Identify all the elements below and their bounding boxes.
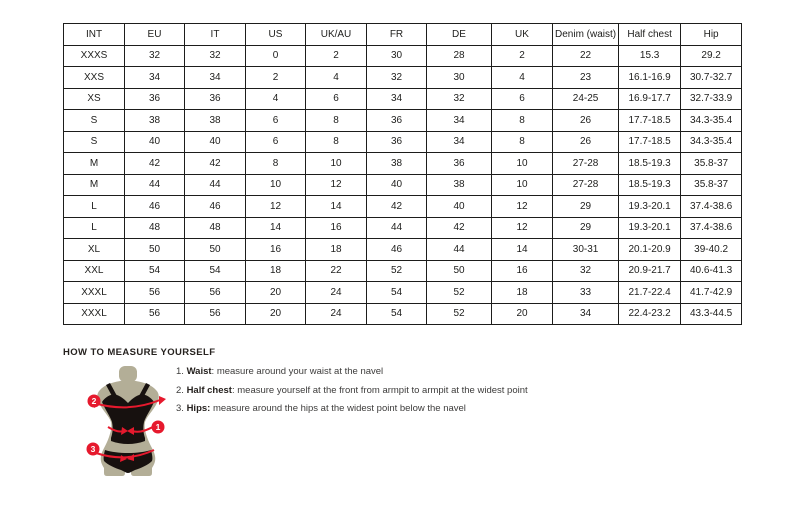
size-value-cell: 6 [306, 88, 367, 110]
size-value-cell: 2 [306, 45, 367, 67]
svg-text:2: 2 [91, 396, 97, 406]
size-value-cell: 20 [492, 303, 553, 325]
instruction-item [176, 366, 528, 378]
size-value-cell: 17.7-18.5 [619, 131, 681, 153]
table-row [64, 260, 742, 282]
table-row [64, 282, 742, 304]
size-value-cell: 38 [367, 153, 427, 175]
size-value-cell: 36 [367, 131, 427, 153]
size-value-cell: 56 [185, 282, 246, 304]
size-label-cell: XXXS [64, 45, 125, 67]
size-value-cell: 6 [246, 131, 306, 153]
size-value-cell: 10 [306, 153, 367, 175]
instruction-label: Half chest [186, 384, 232, 396]
size-value-cell: 14 [246, 217, 306, 239]
instruction-label: Waist [186, 366, 212, 377]
size-value-cell: 27-28 [553, 153, 619, 175]
instruction-item [176, 403, 528, 415]
size-value-cell: 16 [246, 239, 306, 261]
svg-text:3: 3 [90, 444, 96, 454]
size-value-cell: 18.5-19.3 [619, 174, 681, 196]
size-value-cell: 24-25 [553, 88, 619, 110]
size-value-cell: 20.1-20.9 [619, 239, 681, 261]
size-value-cell: 14 [492, 239, 553, 261]
size-value-cell: 38 [185, 110, 246, 132]
table-row [64, 239, 742, 261]
size-value-cell: 17.7-18.5 [619, 110, 681, 132]
size-value-cell: 32 [367, 67, 427, 89]
size-value-cell: 36 [427, 153, 492, 175]
table-row [64, 67, 742, 89]
size-value-cell: 8 [492, 110, 553, 132]
size-value-cell: 40 [427, 196, 492, 218]
size-value-cell: 15.3 [619, 45, 681, 67]
size-value-cell: 14 [306, 196, 367, 218]
size-value-cell: 41.7-42.9 [681, 282, 742, 304]
how-to-measure-title: HOW TO MEASURE YOURSELF [63, 347, 216, 358]
size-value-cell: 36 [367, 110, 427, 132]
size-value-cell: 8 [492, 131, 553, 153]
size-label-cell: S [64, 131, 125, 153]
size-value-cell: 50 [185, 239, 246, 261]
size-value-cell: 35.8-37 [681, 153, 742, 175]
size-label-cell: XL [64, 239, 125, 261]
instruction-number: 2. [176, 384, 187, 396]
column-header: DE [427, 24, 492, 46]
table-row [64, 45, 742, 67]
size-value-cell: 44 [427, 239, 492, 261]
column-header: Denim (waist) [553, 24, 619, 46]
size-value-cell: 43.3-44.5 [681, 303, 742, 325]
table-row [64, 88, 742, 110]
size-value-cell: 16.1-16.9 [619, 67, 681, 89]
size-value-cell: 16.9-17.7 [619, 88, 681, 110]
size-value-cell: 21.7-22.4 [619, 282, 681, 304]
column-header: EU [125, 24, 185, 46]
size-value-cell: 22.4-23.2 [619, 303, 681, 325]
size-value-cell: 18.5-19.3 [619, 153, 681, 175]
size-value-cell: 52 [367, 260, 427, 282]
size-value-cell: 18 [306, 239, 367, 261]
column-header: UK [492, 24, 553, 46]
size-value-cell: 50 [125, 239, 185, 261]
size-value-cell: 32 [553, 260, 619, 282]
table-row [64, 217, 742, 239]
size-value-cell: 10 [492, 174, 553, 196]
size-value-cell: 33 [553, 282, 619, 304]
size-value-cell: 18 [492, 282, 553, 304]
size-value-cell: 34.3-35.4 [681, 131, 742, 153]
size-value-cell: 12 [246, 196, 306, 218]
size-value-cell: 46 [185, 196, 246, 218]
size-value-cell: 19.3-20.1 [619, 217, 681, 239]
size-value-cell: 30 [427, 67, 492, 89]
size-value-cell: 4 [246, 88, 306, 110]
table-row [64, 174, 742, 196]
size-value-cell: 42 [427, 217, 492, 239]
size-value-cell: 29.2 [681, 45, 742, 67]
size-label-cell: L [64, 217, 125, 239]
size-value-cell: 39-40.2 [681, 239, 742, 261]
column-header: UK/AU [306, 24, 367, 46]
size-value-cell: 32 [185, 45, 246, 67]
column-header: US [246, 24, 306, 46]
hips-badge [87, 443, 100, 456]
size-value-cell: 34 [367, 88, 427, 110]
size-value-cell: 8 [306, 131, 367, 153]
size-value-cell: 40 [367, 174, 427, 196]
size-value-cell: 30.7-32.7 [681, 67, 742, 89]
size-value-cell: 48 [185, 217, 246, 239]
chest-arrow-icon [159, 396, 166, 405]
size-value-cell: 54 [185, 260, 246, 282]
instruction-text: : measure around your waist at the navel [211, 366, 384, 377]
size-value-cell: 20.9-21.7 [619, 260, 681, 282]
size-label-cell: S [64, 110, 125, 132]
size-value-cell: 42 [125, 153, 185, 175]
size-value-cell: 24 [306, 282, 367, 304]
size-value-cell: 32.7-33.9 [681, 88, 742, 110]
size-value-cell: 44 [185, 174, 246, 196]
size-label-cell: XXXL [64, 303, 125, 325]
size-value-cell: 36 [185, 88, 246, 110]
size-value-cell: 34 [427, 110, 492, 132]
size-value-cell: 56 [125, 303, 185, 325]
size-chart-table [63, 23, 742, 325]
size-value-cell: 20 [246, 303, 306, 325]
size-value-cell: 6 [246, 110, 306, 132]
size-value-cell: 44 [125, 174, 185, 196]
size-value-cell: 19.3-20.1 [619, 196, 681, 218]
size-value-cell: 23 [553, 67, 619, 89]
size-value-cell: 34 [427, 131, 492, 153]
size-value-cell: 12 [492, 196, 553, 218]
size-value-cell: 54 [367, 303, 427, 325]
size-value-cell: 8 [246, 153, 306, 175]
size-value-cell: 29 [553, 217, 619, 239]
size-value-cell: 22 [553, 45, 619, 67]
mannequin-neck-icon [119, 366, 137, 382]
size-value-cell: 30 [367, 45, 427, 67]
size-value-cell: 34.3-35.4 [681, 110, 742, 132]
column-header: Half chest [619, 24, 681, 46]
size-value-cell: 2 [492, 45, 553, 67]
table-row [64, 196, 742, 218]
size-value-cell: 18 [246, 260, 306, 282]
size-value-cell: 35.8-37 [681, 174, 742, 196]
size-value-cell: 44 [367, 217, 427, 239]
size-value-cell: 50 [427, 260, 492, 282]
size-value-cell: 40 [185, 131, 246, 153]
size-value-cell: 27-28 [553, 174, 619, 196]
instruction-item [176, 385, 528, 397]
size-value-cell: 8 [306, 110, 367, 132]
size-value-cell: 54 [367, 282, 427, 304]
size-value-cell: 48 [125, 217, 185, 239]
instruction-label: Hips: [186, 403, 211, 414]
instruction-number: 3. [176, 403, 187, 414]
size-label-cell: XS [64, 88, 125, 110]
instruction-text: : measure yourself at the front from armpit to armpit at the widest point [231, 384, 528, 396]
size-value-cell: 30-31 [553, 239, 619, 261]
size-value-cell: 42 [185, 153, 246, 175]
size-label-cell: M [64, 153, 125, 175]
column-header: Hip [681, 24, 742, 46]
chest-badge [88, 395, 101, 408]
size-value-cell: 56 [185, 303, 246, 325]
size-value-cell: 10 [246, 174, 306, 196]
size-value-cell: 37.4-38.6 [681, 196, 742, 218]
size-value-cell: 34 [185, 67, 246, 89]
size-label-cell: M [64, 174, 125, 196]
measurement-figure [86, 366, 170, 480]
table-row [64, 153, 742, 175]
measure-instructions [176, 366, 528, 422]
size-value-cell: 34 [553, 303, 619, 325]
size-value-cell: 20 [246, 282, 306, 304]
size-value-cell: 52 [427, 282, 492, 304]
size-value-cell: 26 [553, 110, 619, 132]
size-value-cell: 54 [125, 260, 185, 282]
size-value-cell: 16 [492, 260, 553, 282]
instruction-text: measure around the hips at the widest point below the navel [210, 403, 466, 414]
size-value-cell: 12 [492, 217, 553, 239]
size-value-cell: 22 [306, 260, 367, 282]
size-value-cell: 38 [427, 174, 492, 196]
column-header: IT [185, 24, 246, 46]
size-value-cell: 37.4-38.6 [681, 217, 742, 239]
size-value-cell: 2 [246, 67, 306, 89]
size-value-cell: 0 [246, 45, 306, 67]
size-value-cell: 40.6-41.3 [681, 260, 742, 282]
table-row [64, 303, 742, 325]
size-value-cell: 38 [125, 110, 185, 132]
size-chart-head [64, 24, 742, 46]
size-value-cell: 12 [306, 174, 367, 196]
column-header: FR [367, 24, 427, 46]
size-label-cell: XXL [64, 260, 125, 282]
size-value-cell: 42 [367, 196, 427, 218]
size-label-cell: XXXL [64, 282, 125, 304]
size-value-cell: 34 [125, 67, 185, 89]
size-chart-body [64, 45, 742, 325]
size-value-cell: 40 [125, 131, 185, 153]
instruction-number: 1. [176, 366, 187, 377]
header-row [64, 24, 742, 46]
size-value-cell: 29 [553, 196, 619, 218]
column-header: INT [64, 24, 125, 46]
size-value-cell: 52 [427, 303, 492, 325]
svg-text:1: 1 [155, 422, 161, 432]
size-value-cell: 24 [306, 303, 367, 325]
size-label-cell: L [64, 196, 125, 218]
size-value-cell: 26 [553, 131, 619, 153]
size-value-cell: 28 [427, 45, 492, 67]
size-value-cell: 32 [125, 45, 185, 67]
size-value-cell: 32 [427, 88, 492, 110]
size-value-cell: 16 [306, 217, 367, 239]
size-label-cell: XXS [64, 67, 125, 89]
size-value-cell: 10 [492, 153, 553, 175]
size-value-cell: 56 [125, 282, 185, 304]
size-value-cell: 46 [125, 196, 185, 218]
size-value-cell: 36 [125, 88, 185, 110]
table-row [64, 110, 742, 132]
size-value-cell: 4 [306, 67, 367, 89]
waist-badge [152, 421, 165, 434]
size-value-cell: 4 [492, 67, 553, 89]
size-value-cell: 46 [367, 239, 427, 261]
size-value-cell: 6 [492, 88, 553, 110]
table-row [64, 131, 742, 153]
